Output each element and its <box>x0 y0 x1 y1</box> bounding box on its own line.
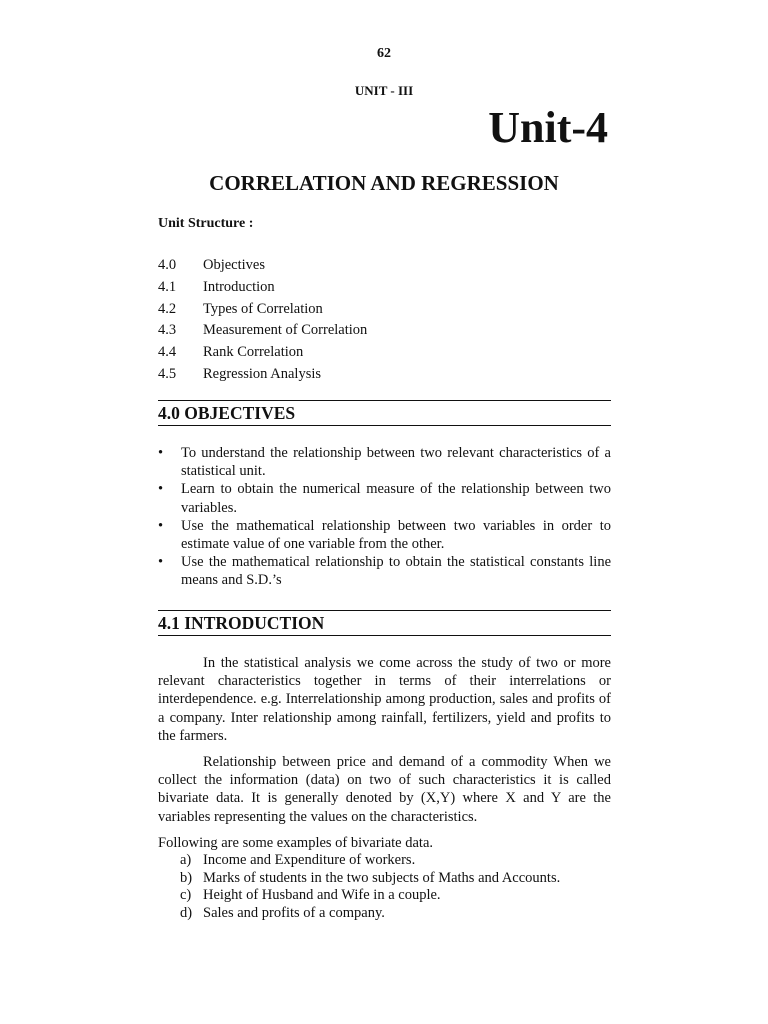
toc-item <box>158 320 367 342</box>
toc-item-number: 4.0 <box>158 257 177 273</box>
example-letter: d) <box>180 905 193 922</box>
toc-item-number: 4.1 <box>158 278 177 295</box>
introduction-heading: 4.1 INTRODUCTION <box>158 610 611 636</box>
objective-item <box>158 517 611 553</box>
example-text: Marks of students in the two subjects of Maths and Accounts. <box>203 869 561 886</box>
example-letter: a) <box>180 852 192 868</box>
toc-item-label: Regression Analysis <box>203 365 322 382</box>
example-item <box>180 870 560 888</box>
toc-item-label: Types of Correlation <box>203 300 323 317</box>
unit-number-heading: Unit-4 <box>488 103 608 152</box>
example-item <box>180 887 560 905</box>
toc-item-label: Introduction <box>203 278 275 295</box>
objective-item <box>158 444 611 480</box>
toc-item-number: 4.5 <box>158 365 177 382</box>
examples-intro: Following are some examples of bivariate data. <box>158 835 434 851</box>
unit-roman-label: UNIT - III <box>354 83 414 98</box>
objectives-heading: 4.0 OBJECTIVES <box>158 400 611 426</box>
toc-item-number: 4.4 <box>158 344 177 361</box>
chapter-title: CORRELATION AND REGRESSION <box>209 171 559 195</box>
page-number: 62 <box>377 46 391 61</box>
example-item <box>180 852 560 870</box>
toc-item-label: Measurement of Correlation <box>203 322 368 339</box>
example-text: Sales and profits of a company. <box>203 905 385 922</box>
bullet-icon: • <box>158 554 164 571</box>
bullet-icon: • <box>158 481 164 498</box>
toc-item-number: 4.3 <box>158 322 177 339</box>
examples-list <box>180 852 560 923</box>
example-letter: c) <box>180 887 192 904</box>
bullet-icon: • <box>158 445 164 461</box>
bullet-icon: • <box>158 517 164 534</box>
example-letter: b) <box>180 869 193 886</box>
introduction-paragraph-1: In the statistical analysis we come across the study of two or more relevant characteristics together in terms of their interrelations or interdependence. e.g. Interrelationship among production, sales and profits of a company. Inter relationship among rainfall, fertilizers, yield and profits to the farmers. <box>158 655 611 744</box>
example-text: Income and Expenditure of workers. <box>203 852 416 868</box>
toc-item <box>158 277 367 299</box>
objective-text: Learn to obtain the numerical measure of the relationship between two variables. <box>181 481 611 516</box>
objective-text: Use the mathematical relationship to obtain the statistical constants line means and S.D.’s <box>181 554 611 589</box>
example-item <box>180 905 560 923</box>
toc-item <box>158 364 367 386</box>
toc-item-number: 4.2 <box>158 300 177 317</box>
example-text: Height of Husband and Wife in a couple. <box>203 887 441 904</box>
toc-item <box>158 299 367 321</box>
objective-item <box>158 480 611 516</box>
toc-item <box>158 342 367 364</box>
unit-structure-list <box>158 255 367 386</box>
toc-item-label: Objectives <box>203 257 266 273</box>
objective-item <box>158 553 611 589</box>
toc-item-label: Rank Correlation <box>203 344 304 361</box>
objective-text: To understand the relationship between two relevant characteristics of a statistical unit. <box>181 445 611 480</box>
unit-structure-heading: Unit Structure : <box>158 216 254 231</box>
toc-item <box>158 255 367 277</box>
objectives-list <box>158 444 611 590</box>
introduction-paragraph-2: Relationship between price and demand of a commodity When we collect the information (data) on two of such characteristics it is called bivariate data. It is generally denoted by (X,Y) where X and Y are the variables representing the values on the characteristics. <box>158 754 611 825</box>
objective-text: Use the mathematical relationship between two variables in order to estimate value of one variable from the other. <box>181 517 611 553</box>
